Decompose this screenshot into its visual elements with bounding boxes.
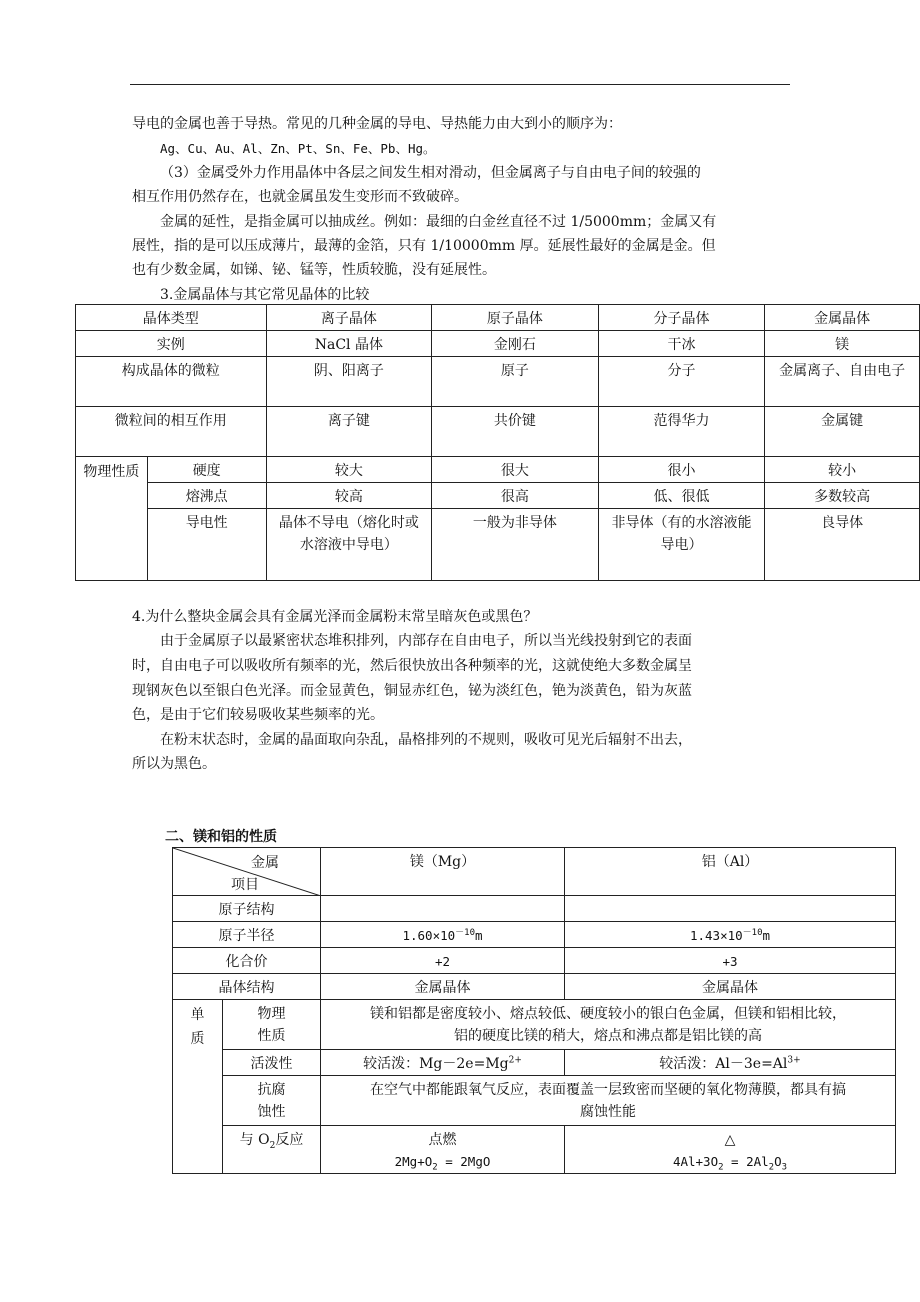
table-cell: 较小: [765, 457, 920, 483]
al-eq-a: 4Al+3O: [672, 1154, 719, 1169]
table-cell: 晶体结构: [173, 974, 321, 1000]
al-activity: 较活泼：Al－3e=Al: [659, 1056, 788, 1072]
o2-label-a: 与 O: [239, 1132, 270, 1148]
al-ion-charge: 3+: [787, 1055, 801, 1066]
table-row: [173, 974, 896, 1000]
table-cell: 原子半径: [173, 922, 321, 948]
table-cell: 很小: [598, 457, 765, 483]
table-cell: 离子键: [266, 407, 432, 457]
table-header-cell: 镁（Mg）: [321, 848, 565, 896]
section-4-line-1: 由于金属原子以最紧密状态堆积排列，内部存在自由电子，所以当光线投射到它的表面: [160, 633, 692, 649]
table-cell: 一般为非导体: [432, 509, 599, 581]
table-cell: [173, 1000, 223, 1174]
table-cell: [321, 1000, 896, 1050]
table-cell: 硬度: [147, 457, 266, 483]
table-cell: 干冰: [598, 331, 765, 357]
diagonal-header-cell: [173, 848, 321, 896]
table-row: [76, 357, 920, 407]
table-cell: [321, 1050, 565, 1076]
table-cell: 较高: [266, 483, 432, 509]
physical-text-l2: 铝的硬度比镁的稍大，熔点和沸点都是铝比镁的高: [454, 1028, 762, 1044]
table-cell: 范得华力: [598, 407, 765, 457]
mg-radius: 1.60×10: [402, 928, 456, 943]
table-cell: 很高: [432, 483, 599, 509]
mg-radius-unit: m: [475, 928, 483, 943]
intro-line-6: 展性，指的是可以压成薄片，最薄的金箔，只有 1/10000mm 厚。延展性最好的金属是金。但: [132, 238, 716, 254]
table-row: [173, 848, 896, 896]
intro-line-1: 导电的金属也善于导热。常见的几种金属的导电、导热能力由大到小的顺序为：: [132, 116, 622, 132]
mg-equation: [325, 1151, 560, 1173]
table-header-cell: 铝（Al）: [565, 848, 896, 896]
corner-label-metal: 金属: [251, 855, 279, 871]
table-header-cell: 金属晶体: [765, 305, 920, 331]
al-eq-c: O: [774, 1154, 782, 1169]
section-4-line-3: 现钢灰色以至银白色光泽。而金显黄色，铜显赤红色，铋为淡红色，铯为淡黄色，铅为灰蓝: [132, 683, 692, 699]
al-radius: 1.43×10: [689, 928, 743, 943]
mg-eq-a: 2Mg+O: [394, 1154, 433, 1169]
al-eq-sub3: 3: [781, 1162, 788, 1173]
section-4-line-5: 在粉末状态时，金属的晶面取向杂乱，晶格排列的不规则，吸收可见光后辐射不出去，: [160, 732, 692, 748]
table-row: [173, 1050, 896, 1076]
table-row: [76, 407, 920, 457]
corrosion-text-l1: 在空气中都能跟氧气反应，表面覆盖一层致密而坚硬的氧化物薄膜，都具有搞: [370, 1082, 846, 1098]
table-row: [173, 922, 896, 948]
crystal-comparison-table: [75, 304, 920, 581]
table-cell: 实例: [76, 331, 267, 357]
corrosion-text-l2: 腐蚀性能: [580, 1104, 636, 1120]
table-cell: 良导体: [765, 509, 920, 581]
table-row: [173, 1126, 896, 1174]
table-cell: 多数较高: [765, 483, 920, 509]
table-row: [173, 1076, 896, 1126]
corrosion-label-l2: 蚀性: [257, 1104, 286, 1120]
table-row: [76, 331, 920, 357]
al-eq-sub2: 2: [768, 1162, 775, 1173]
table-cell: 晶体不导电（熔化时或水溶液中导电）: [266, 509, 432, 581]
table-cell: [223, 1076, 321, 1126]
table-cell: [565, 922, 896, 948]
table-cell: 熔沸点: [147, 483, 266, 509]
section-4-heading: 4.为什么整块金属会具有金属光泽而金属粉末常呈暗灰色或黑色？: [132, 609, 538, 625]
table-row: [76, 457, 920, 483]
section-2-heading: 二、镁和铝的性质: [165, 829, 277, 845]
table-cell: +2: [321, 948, 565, 974]
corner-label-item: 项目: [231, 877, 259, 893]
table-cell: +3: [565, 948, 896, 974]
table-cell: 原子: [432, 357, 599, 407]
table-header-cell: 原子晶体: [432, 305, 599, 331]
table-cell: 阴、阳离子: [266, 357, 432, 407]
table-cell: [321, 896, 565, 922]
table-cell: 金属晶体: [321, 974, 565, 1000]
table-cell: 活泼性: [223, 1050, 321, 1076]
table-header-cell: 分子晶体: [598, 305, 765, 331]
table-header-cell: 离子晶体: [266, 305, 432, 331]
section-4-line-6: 所以为黑色。: [132, 756, 216, 772]
table-cell: 低、很低: [598, 483, 765, 509]
mg-al-properties-table: [172, 847, 896, 1174]
physical-label-l1: 物理: [257, 1006, 286, 1022]
table-cell: [565, 1050, 896, 1076]
section-4-line-4: 色，是由于它们较易吸收某些频率的光。: [132, 707, 384, 723]
table-cell: 微粒间的相互作用: [76, 407, 267, 457]
header-rule: [130, 84, 790, 85]
table-cell: 镁: [765, 331, 920, 357]
al-eq-sub: 2: [718, 1162, 724, 1173]
al-radius-exponent: －10: [742, 927, 763, 938]
table-cell: 分子: [598, 357, 765, 407]
physical-text-l1: 镁和铝都是密度较小、熔点较低、硬度较小的银白色金属，但镁和铝相比较，: [370, 1006, 846, 1022]
o2-label-b: 反应: [275, 1132, 304, 1148]
table-row: [173, 896, 896, 922]
intro-line-3: （3）金属受外力作用晶体中各层之间发生相对滑动，但金属离子与自由电子间的较强的: [160, 165, 701, 181]
table-cell: NaCl 晶体: [266, 331, 432, 357]
table-cell: 金属键: [765, 407, 920, 457]
physical-label-l2: 性质: [257, 1028, 286, 1044]
section-4-line-2: 时，自由电子可以吸收所有频率的光，然后很快放出各种频率的光，这就使绝大多数金属呈: [132, 658, 692, 674]
table-row: [76, 483, 920, 509]
table-cell: 金属离子、自由电子: [765, 357, 920, 407]
table-cell: 较大: [266, 457, 432, 483]
al-reaction-condition: △: [724, 1132, 736, 1148]
table-header-cell: 晶体类型: [76, 305, 267, 331]
al-radius-unit: m: [762, 928, 771, 943]
table-cell: [223, 1000, 321, 1050]
table-cell: 原子结构: [173, 896, 321, 922]
section-3-heading: 3.金属晶体与其它常见晶体的比较: [160, 287, 370, 303]
table-row: [173, 1000, 896, 1050]
o2-label-sub: 2: [269, 1140, 276, 1151]
table-cell: [321, 1076, 896, 1126]
table-row: [173, 948, 896, 974]
table-cell: [321, 1126, 565, 1174]
intro-line-5: 金属的延性，是指金属可以抽成丝。例如：最细的白金丝直径不过 1/5000mm；金属又有: [160, 214, 717, 230]
table-row: [76, 305, 920, 331]
table-cell: [565, 896, 896, 922]
table-cell: [321, 922, 565, 948]
mg-ion-charge: 2+: [508, 1055, 522, 1066]
simple-substance-label: 单质: [190, 1007, 205, 1047]
table-cell: 共价键: [432, 407, 599, 457]
table-cell: 金刚石: [432, 331, 599, 357]
table-cell: [223, 1126, 321, 1174]
table-cell: 导电性: [147, 509, 266, 581]
metal-order-line: Ag、Cu、Au、Al、Zn、Pt、Sn、Fe、Pb、Hg。: [160, 141, 436, 156]
table-cell: 构成晶体的微粒: [76, 357, 267, 407]
mg-reaction-condition: 点燃: [428, 1132, 457, 1148]
mg-radius-exponent: －10: [455, 927, 475, 938]
al-eq-b: = 2Al: [723, 1154, 769, 1169]
table-cell: 很大: [432, 457, 599, 483]
table-cell: 化合价: [173, 948, 321, 974]
table-cell: [565, 1126, 896, 1174]
mg-eq-sub: 2: [432, 1162, 438, 1173]
mg-activity: 较活泼：Mg－2e=Mg: [363, 1056, 509, 1072]
table-row: [76, 509, 920, 581]
intro-line-7: 也有少数金属，如锑、铋、锰等，性质较脆，没有延展性。: [132, 262, 496, 278]
table-cell: 物理性质: [76, 457, 148, 581]
intro-line-4: 相互作用仍然存在，也就金属虽发生变形而不致破碎。: [132, 189, 468, 205]
mg-eq-b: = 2MgO: [437, 1154, 491, 1169]
table-cell: 金属晶体: [565, 974, 896, 1000]
al-equation: [569, 1151, 891, 1173]
corrosion-label-l1: 抗腐: [257, 1082, 286, 1098]
table-cell: 非导体（有的水溶液能导电）: [598, 509, 765, 581]
